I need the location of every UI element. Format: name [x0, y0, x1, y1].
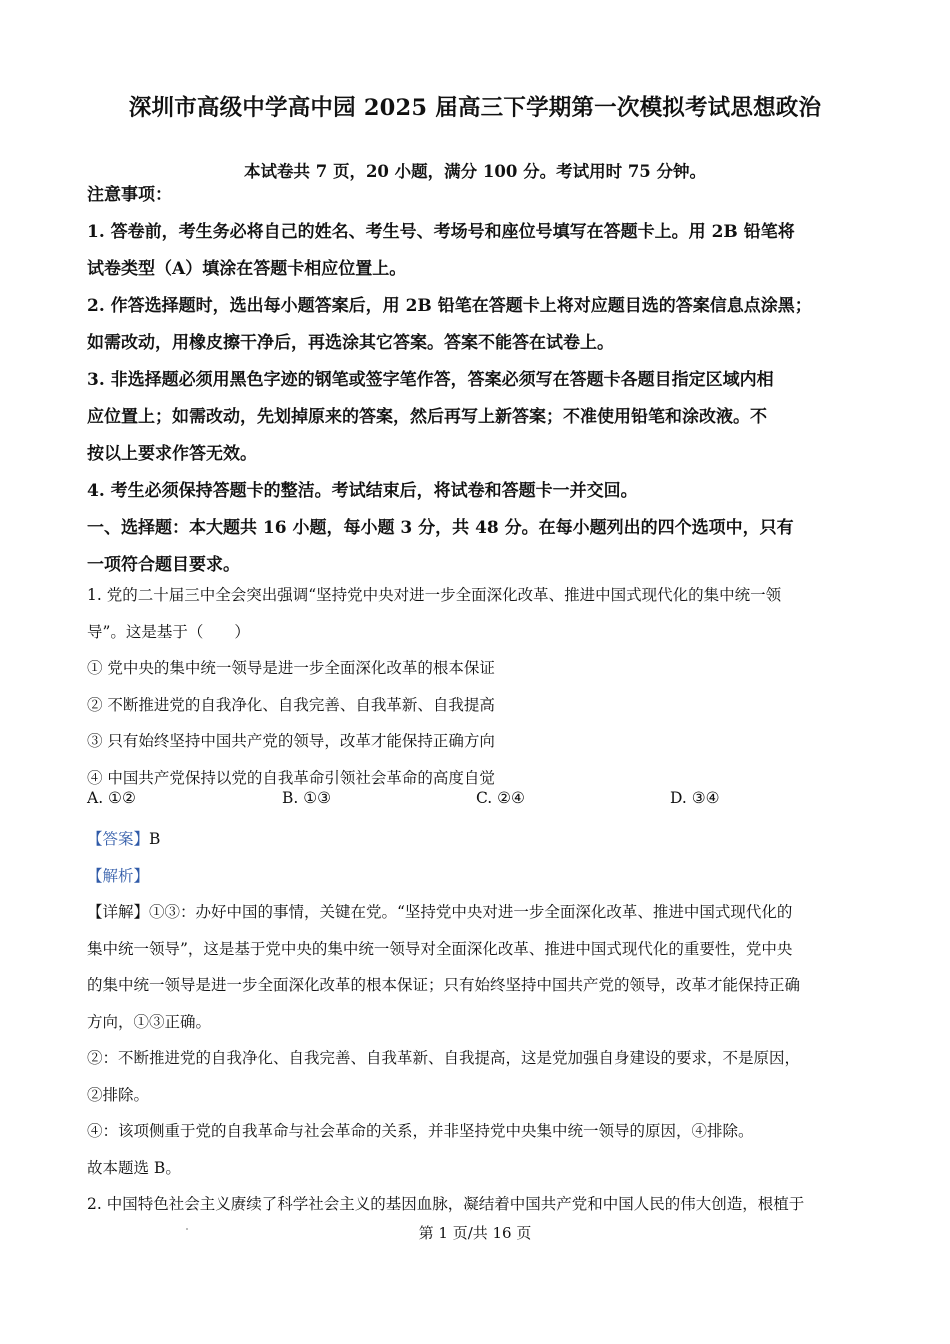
- statement: ③ 只有始终坚持中国共产党的领导，改革才能保持正确方向: [87, 732, 495, 750]
- answer-options: [87, 789, 872, 819]
- question-stem: 1. 党的二十届三中全会突出强调“坚持党中央对进一步全面深化改革、推进中国式现代化的集中统一领: [87, 586, 782, 604]
- option-c: C. ②④: [476, 789, 525, 807]
- detail-line: 集中统一领导”，这是基于党中央的集中统一领导对全面深化改革、推进中国式现代化的重要性，党中央: [87, 939, 793, 958]
- statement: ② 不断推进党的自我净化、自我完善、自我革新、自我提高: [87, 695, 495, 714]
- section-heading: 一、选择题：本大题共 16 小题，每小题 3 分，共 48 分。在每小题列出的四个选项中，只有: [87, 518, 794, 538]
- detail-line: 方向，①③正确。: [87, 1012, 212, 1031]
- notice-heading: 注意事项：: [87, 185, 172, 205]
- answer-line: [87, 821, 872, 858]
- exam-subtitle: 本试卷共 7 页，20 小题，满分 100 分。考试用时 75 分钟。: [243, 162, 707, 181]
- notice-line: 4. 考生必须保持答题卡的整洁。考试结束后，将试卷和答题卡一并交回。: [87, 481, 638, 501]
- option-a: A. ①②: [87, 789, 136, 807]
- statement: ① 党中央的集中统一领导是进一步全面深化改革的根本保证: [87, 659, 495, 677]
- section-heading: 一项符合题目要求。: [87, 555, 240, 575]
- answer-tag: 【答案】: [87, 830, 150, 848]
- page-footer: 第 1 页/共 16 页: [418, 1224, 532, 1242]
- question-2-stem: 2. 中国特色社会主义赓续了科学社会主义的基因血脉，凝结着中国共产党和中国人民的伟大创造，根植于: [87, 1195, 805, 1213]
- notice-line: 如需改动，用橡皮擦干净后，再选涂其它答案。答案不能答在试卷上。: [87, 333, 614, 353]
- detail-line: ②排除。: [87, 1085, 150, 1104]
- detail-line: ④：该项侧重于党的自我革命与社会革命的关系，并非坚持党中央集中统一领导的原因，④排除。: [87, 1122, 754, 1140]
- detail-line: ②：不断推进党的自我净化、自我完善、自我革新、自我提高，这是党加强自身建设的要求，不是原因，: [87, 1049, 801, 1067]
- detail-line: 【详解】①③：办好中国的事情，关键在党。“坚持党中央对进一步全面深化改革、推进中国式现代化的: [87, 903, 793, 921]
- notice-line: 试卷类型（A）填涂在答题卡相应位置上。: [87, 259, 407, 279]
- option-d: D. ③④: [670, 789, 720, 807]
- option-b: B. ①③: [282, 789, 332, 807]
- notice-section: [87, 177, 872, 584]
- question-stem: 导”。这是基于（ ）: [87, 622, 250, 641]
- analysis-tag: 【解析】: [87, 866, 150, 885]
- notice-line: 应位置上；如需改动，先划掉原来的答案，然后再写上新答案；不准使用铅笔和涂改液。不: [87, 407, 767, 427]
- notice-line: 按以上要求作答无效。: [87, 444, 257, 464]
- notice-line: 2. 作答选择题时，选出每小题答案后，用 2B 铅笔在答题卡上将对应题目选的答案信息点涂黑；: [87, 296, 812, 316]
- detail-line: 故本题选 B。: [87, 1158, 181, 1177]
- statement: ④ 中国共产党保持以党的自我革命引领社会革命的高度自觉: [87, 768, 495, 787]
- question-1-solution: [87, 821, 872, 1223]
- notice-line: 1. 答卷前，考生务必将自己的姓名、考生号、考场号和座位号填写在答题卡上。用 2B 铅笔将: [87, 222, 795, 242]
- detail-line: 的集中统一领导是进一步全面深化改革的根本保证；只有始终坚持中国共产党的领导，改革才能保持正确: [87, 976, 801, 994]
- question-1: [87, 577, 872, 796]
- answer-value: B: [149, 830, 161, 848]
- exam-title: 深圳市高级中学高中园 2025 届高三下学期第一次模拟考试思想政治: [128, 95, 822, 121]
- notice-line: 3. 非选择题必须用黑色字迹的钢笔或签字笔作答，答案必须写在答题卡各题目指定区域内相: [87, 370, 774, 390]
